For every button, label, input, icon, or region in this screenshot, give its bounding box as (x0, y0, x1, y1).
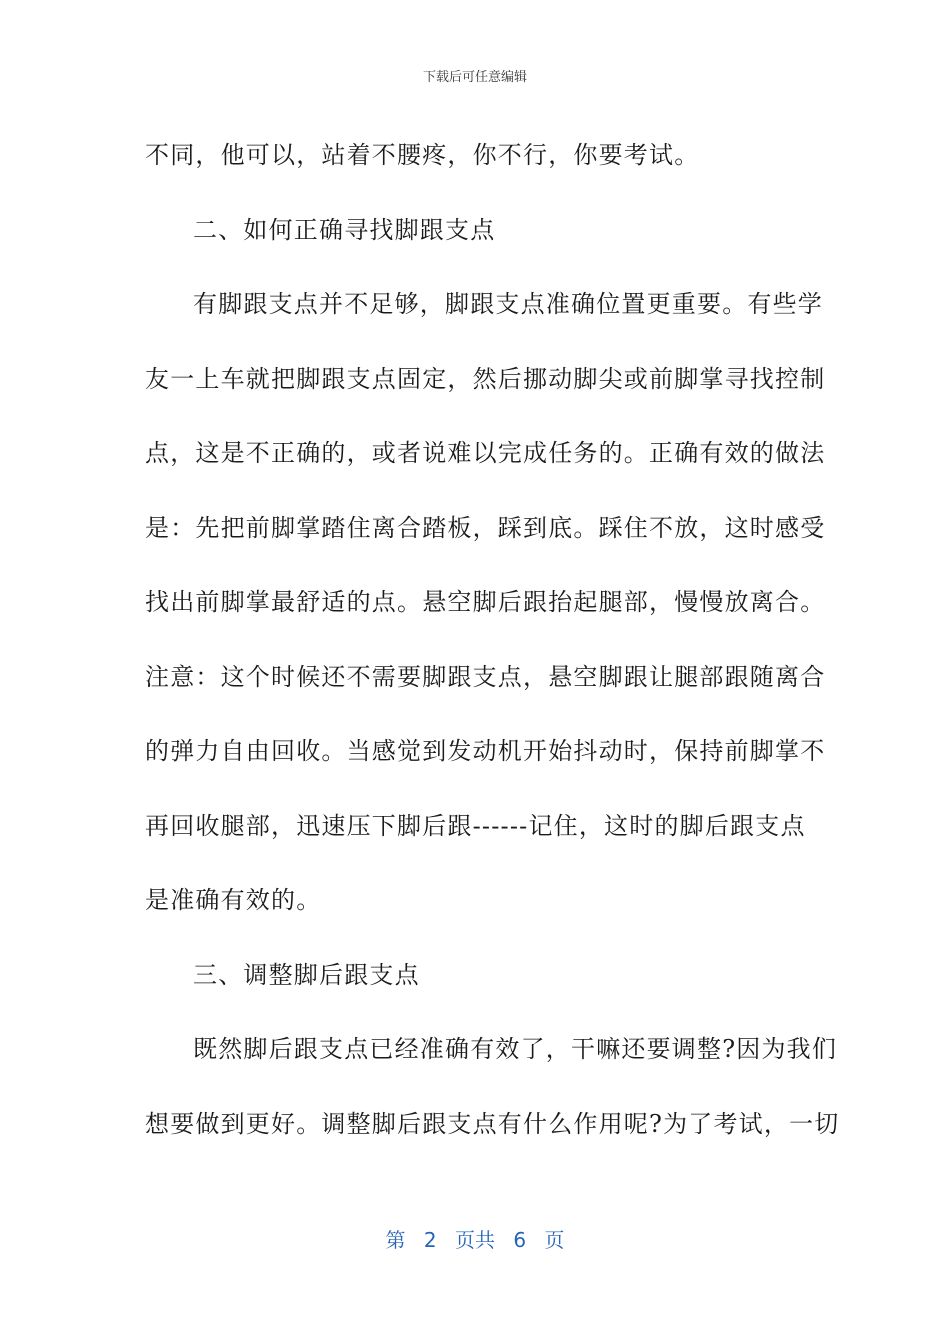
section-heading: 三、调整脚后跟支点 (193, 960, 420, 989)
page-header: 下载后可任意编辑 (422, 70, 527, 85)
paragraph-line: 是：先把前脚掌踏住离合踏板，踩到底。踩住不放，这时感受 (145, 513, 826, 542)
document-body (145, 118, 840, 1161)
paragraph-line: 想要做到更好。调整脚后跟支点有什么作用呢?为了考试，一切 (145, 1109, 840, 1138)
paragraph-line: 友一上车就把脚跟支点固定，然后挪动脚尖或前脚掌寻找控制 (145, 364, 826, 393)
paragraph-line: 既然脚后跟支点已经准确有效了，干嘛还要调整?因为我们 (193, 1035, 838, 1063)
paragraph-line: 再回收腿部，迅速压下脚后跟------记住，这时的脚后跟支点 (145, 811, 806, 840)
paragraph-line: 是准确有效的。 (145, 886, 322, 914)
paragraph-line: 不同，他可以，站着不腰疼，你不行，你要考试。 (145, 141, 700, 169)
paragraph-line: 找出前脚掌最舒适的点。悬空脚后跟抬起腿部，慢慢放离合。 (145, 588, 826, 616)
paragraph-line: 的弹力自由回收。当感觉到发动机开始抖动时，保持前脚掌不 (145, 737, 826, 765)
page-footer: 第 2 页共 6 页 (385, 1228, 565, 1252)
section-heading: 二、如何正确寻找脚跟支点 (193, 215, 496, 244)
paragraph-line: 点，这是不正确的，或者说难以完成任务的。正确有效的做法 (145, 439, 826, 467)
paragraph-line: 注意：这个时候还不需要脚跟支点，悬空脚跟让腿部跟随离合 (145, 662, 826, 691)
paragraph-line: 有脚跟支点并不足够，脚跟支点准确位置更重要。有些学 (193, 290, 823, 318)
